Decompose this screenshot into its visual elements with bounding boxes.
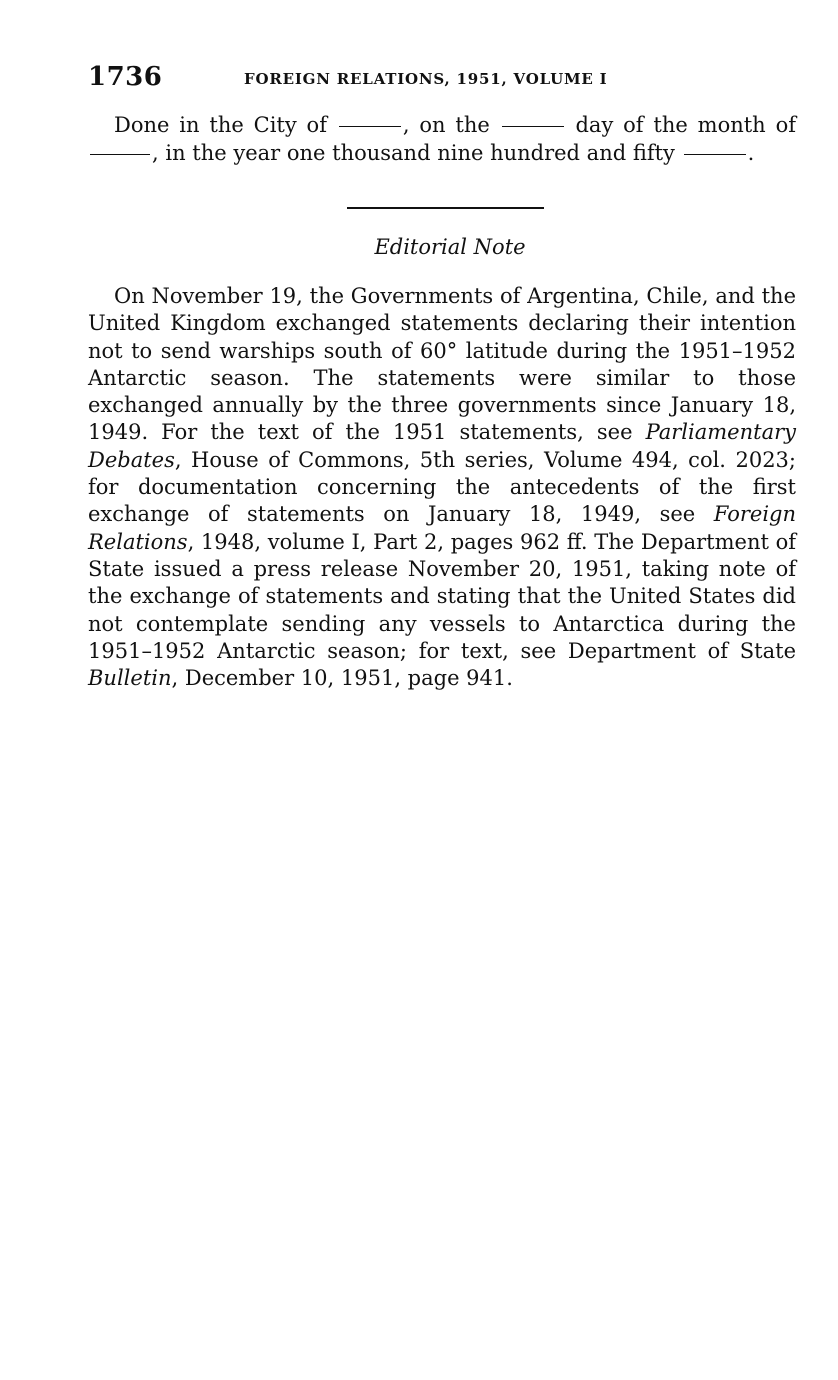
blank-year [684,154,746,155]
blank-day [502,126,564,127]
closing-text-5: . [747,141,755,165]
note-text-2: , House of Commons, 5th series, Volume 494, col. 2023; for documentation concerning the antecedents of the first exchange of statements on January 18, 1949, see [88,447,796,527]
closing-text-4: , in the year one thousand nine hundred and fifty [152,141,682,165]
closing-formula [88,111,796,167]
citation-parliamentary-debates: Parliamentary Debates [88,420,796,472]
note-text-1: On November 19, the Governments of Argentina, Chile, and the United Kingdom exchanged statements declaring their intention not to send warships south of 60° latitude during the 1951–1952 Antarctic season. The statements were similar to those exchanged annually by the three governments since January 18, 1949. For the text of the 1951 statements, see [88,284,796,445]
closing-text-2: , on the [402,113,500,137]
citation-foreign-relations: Foreign Relations [88,502,796,554]
section-divider [347,207,544,209]
running-head-title: FOREIGN RELATIONS, 1951, VOLUME I [244,70,608,88]
citation-bulletin: Bulletin [88,666,172,691]
page-number: 1736 [88,62,163,92]
editorial-note-heading: Editorial Note [374,235,526,259]
blank-city [339,126,401,127]
blank-month [90,154,150,155]
closing-text-1: Done in the City of [114,113,337,137]
closing-text-3: day of the month of [565,113,796,137]
running-head [88,62,796,96]
note-text-4: , December 10, 1951, page 941. [171,666,513,691]
document-page [88,62,796,713]
editorial-note-body [88,283,796,692]
note-text-3: , 1948, volume I, Part 2, pages 962 ff. The Department of State issued a press release November 20, 1951, taking note of the exchange of statements and stating that the United States did not contemplate sending any vessels to Antarctica during the 1951–1952 Antarctic season; for text, see Department of State [88,529,797,663]
